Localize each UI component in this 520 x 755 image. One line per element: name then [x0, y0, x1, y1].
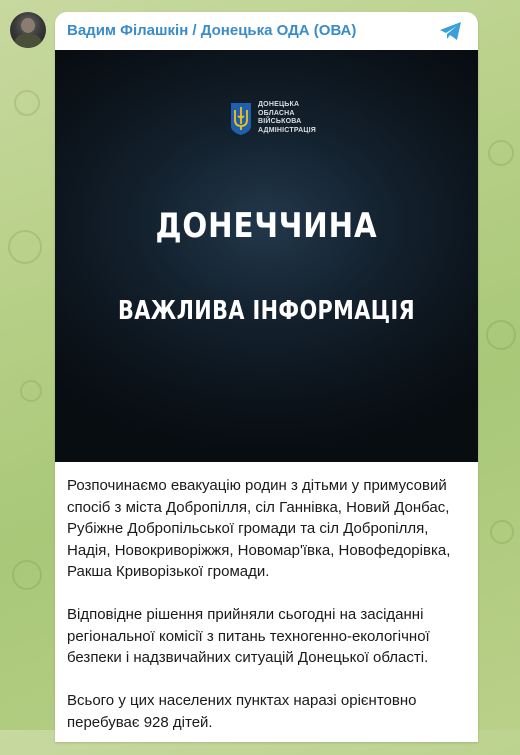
- telegram-share-icon[interactable]: [438, 19, 464, 43]
- trident-emblem-icon: [230, 102, 252, 136]
- message-paragraph: Всього у цих населених пунктах наразі орієнтовно перебуває 928 дітей.: [67, 692, 417, 731]
- poster-org-line: АДМІНІСТРАЦІЯ: [258, 126, 317, 134]
- wallpaper-doodle: [20, 380, 42, 402]
- poster-image[interactable]: [55, 50, 478, 462]
- wallpaper-doodle: [486, 320, 516, 350]
- message-text: [67, 475, 471, 755]
- poster-org-line: ДОНЕЦЬКА: [258, 101, 300, 108]
- message-paragraph: Відповідне рішення прийняли сьогодні на засіданні регіональної комісії з питань техногенно-екологічної безпеки і надзвичайних ситуацій Донецької області.: [67, 606, 430, 666]
- wallpaper-doodle: [8, 230, 42, 264]
- message-bubble: [55, 12, 478, 742]
- avatar-body: [15, 34, 41, 48]
- message-header: [55, 12, 478, 50]
- sender-avatar[interactable]: [10, 12, 46, 48]
- wallpaper-doodle: [488, 140, 514, 166]
- poster-subheadline: ВАЖЛИВА ІНФОРМАЦІЯ: [117, 296, 416, 326]
- wallpaper-doodle: [12, 560, 42, 590]
- poster-headline: ДОНЕЧЧИНА: [155, 206, 378, 246]
- sender-name[interactable]: Вадим Філашкін / Донецька ОДА (ОВА): [67, 22, 357, 39]
- wallpaper-doodle: [14, 90, 40, 116]
- poster-org-line: ОБЛАСНА: [258, 109, 295, 117]
- avatar-head: [21, 18, 35, 33]
- poster-org-line: ВІЙСЬКОВА: [258, 118, 302, 125]
- wallpaper-doodle: [490, 520, 514, 544]
- message-paragraph: Розпочинаємо евакуацію родин з дітьми у примусовий спосіб з міста Добропілля, сіл Ганнівка, Новий Донбас, Рубіжне Добропільської громади та сіл Добропілля, Надія, Новокриворіжжя, Новомар'ївка, Новофедорівка, Ракша Криворізької громади.: [67, 477, 451, 580]
